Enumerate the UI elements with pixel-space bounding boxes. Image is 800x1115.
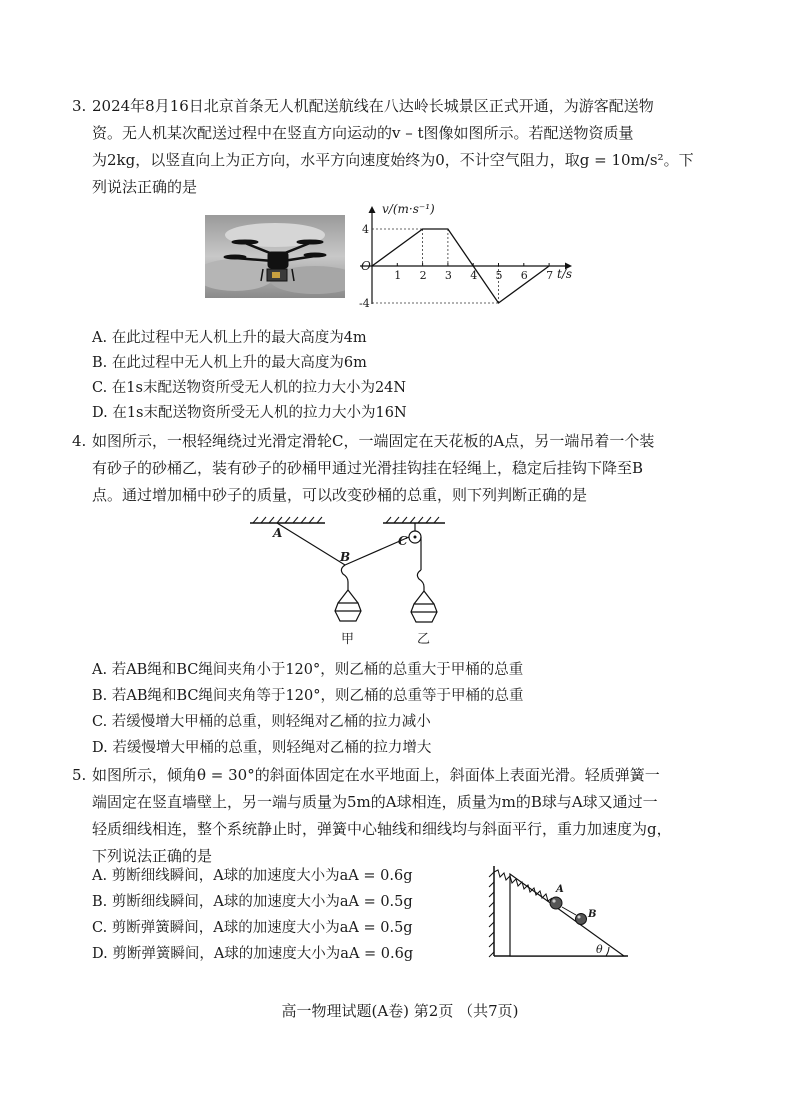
q5-option-d: D. 剪断弹簧瞬间，A球的加速度大小为aA = 0.6g [92,946,414,962]
q3-number: 3. [72,97,87,115]
q5-stem-line-3: 轻质细线相连，整个系统静止时，弹簧中心轴线和细线均与斜面平行，重力加速度为g， [92,820,672,838]
q3-option-a: A. 在此过程中无人机上升的最大高度为4m [92,330,367,346]
y-tick-label: -4 [359,297,370,310]
y-axis-label: v/(m·s⁻¹) [382,202,435,216]
label-ball-b: B [588,909,597,920]
q3-stem-line-2: 资。无人机某次配送过程中在竖直方向运动的v – t图像如图所示。若配送物资质量 [92,124,634,142]
q4-option-b: B. 若AB绳和BC绳间夹角等于120°，则乙桶的总重等于甲桶的总重 [92,688,524,704]
ceiling-left [250,517,325,523]
x-tick-label: 7 [546,269,554,282]
q5-stem-line-2: 端固定在竖直墙壁上，另一端与质量为5m的A球相连，质量为m的B球与A球又通过一 [92,793,658,811]
label-c: C [398,534,408,548]
q4-option-c: C. 若缓慢增大甲桶的总重，则轻绳对乙桶的拉力减小 [92,714,431,730]
q5-stem-line-4: 下列说法正确的是 [92,847,213,865]
x-tick-label: 5 [495,269,503,282]
x-tick-label: 2 [419,269,427,282]
q4-number: 4. [72,432,87,450]
q3-option-d: D. 在1s末配送物资所受无人机的拉力大小为16N [92,405,407,421]
x-axis-label: t/s [557,267,573,281]
q4-stem-line-1: 如图所示，一根轻绳绕过光滑定滑轮C，一端固定在天花板的A点，另一端吊着一个装 [92,432,655,450]
x-tick-label: 6 [520,269,528,282]
q5-option-c: C. 剪断弹簧瞬间，A球的加速度大小为aA = 0.5g [92,920,413,936]
q3-stem-line-1: 2024年8月16日北京首条无人机配送航线在八达岭长城景区正式开通，为游客配送物 [92,97,654,115]
q5-option-a: A. 剪断细线瞬间，A球的加速度大小为aA = 0.6g [92,868,413,884]
q5-number: 5. [72,766,87,784]
ball-a-icon [550,897,562,909]
label-jia: 甲 [341,632,355,647]
vt-chart [350,198,590,310]
label-theta: θ [596,943,603,956]
x-tick-label: 1 [394,269,402,282]
q5-option-b: B. 剪断细线瞬间，A球的加速度大小为aA = 0.5g [92,894,413,910]
hook-yi-icon [417,570,424,591]
q4-stem-line-2: 有砂子的砂桶乙，装有砂子的砂桶甲通过光滑挂钩挂在轻绳上，稳定后挂钩下降至B [92,459,644,477]
q4-option-a: A. 若AB绳和BC绳间夹角小于120°，则乙桶的总重大于甲桶的总重 [92,662,524,678]
drone-photo [205,215,345,298]
q4-option-d: D. 若缓慢增大甲桶的总重，则轻绳对乙桶的拉力增大 [92,740,432,756]
incline-figure [488,860,633,960]
ceiling-right [383,517,445,523]
q5-stem-line-1: 如图所示，倾角θ = 30°的斜面体固定在水平地面上，斜面体上表面光滑。轻质弹簧一 [92,766,660,784]
x-tick-label: 4 [470,269,478,282]
bucket-jia-icon [335,590,361,621]
hook-b-icon [341,565,348,590]
label-ball-a: A [556,884,564,895]
y-axis-arrow-icon [369,206,376,213]
q3-option-b: B. 在此过程中无人机上升的最大高度为6m [92,355,367,371]
q3-stem-line-4: 列说法正确的是 [92,178,198,196]
label-a: A [273,526,283,540]
origin-label: O [361,259,371,273]
bucket-yi-icon [411,591,437,622]
x-tick-label: 3 [444,269,452,282]
pulley-figure [245,515,455,650]
q3-option-c: C. 在1s末配送物资所受无人机的拉力大小为24N [92,380,407,396]
label-yi: 乙 [417,632,431,647]
page-footer: 高一物理试题(A卷) 第2页 （共7页) [281,1002,519,1020]
q4-stem-line-3: 点。通过增加桶中砂子的质量，可以改变砂桶的总重，则下列判断正确的是 [92,486,588,504]
y-tick-label: 4 [362,223,369,236]
q3-stem-line-3: 为2kg，以竖直向上为正方向，水平方向速度始终为0，不计空气阻力，取g = 10m/s²。下 [92,151,694,169]
label-b: B [340,550,351,564]
ball-b-icon [576,914,587,925]
